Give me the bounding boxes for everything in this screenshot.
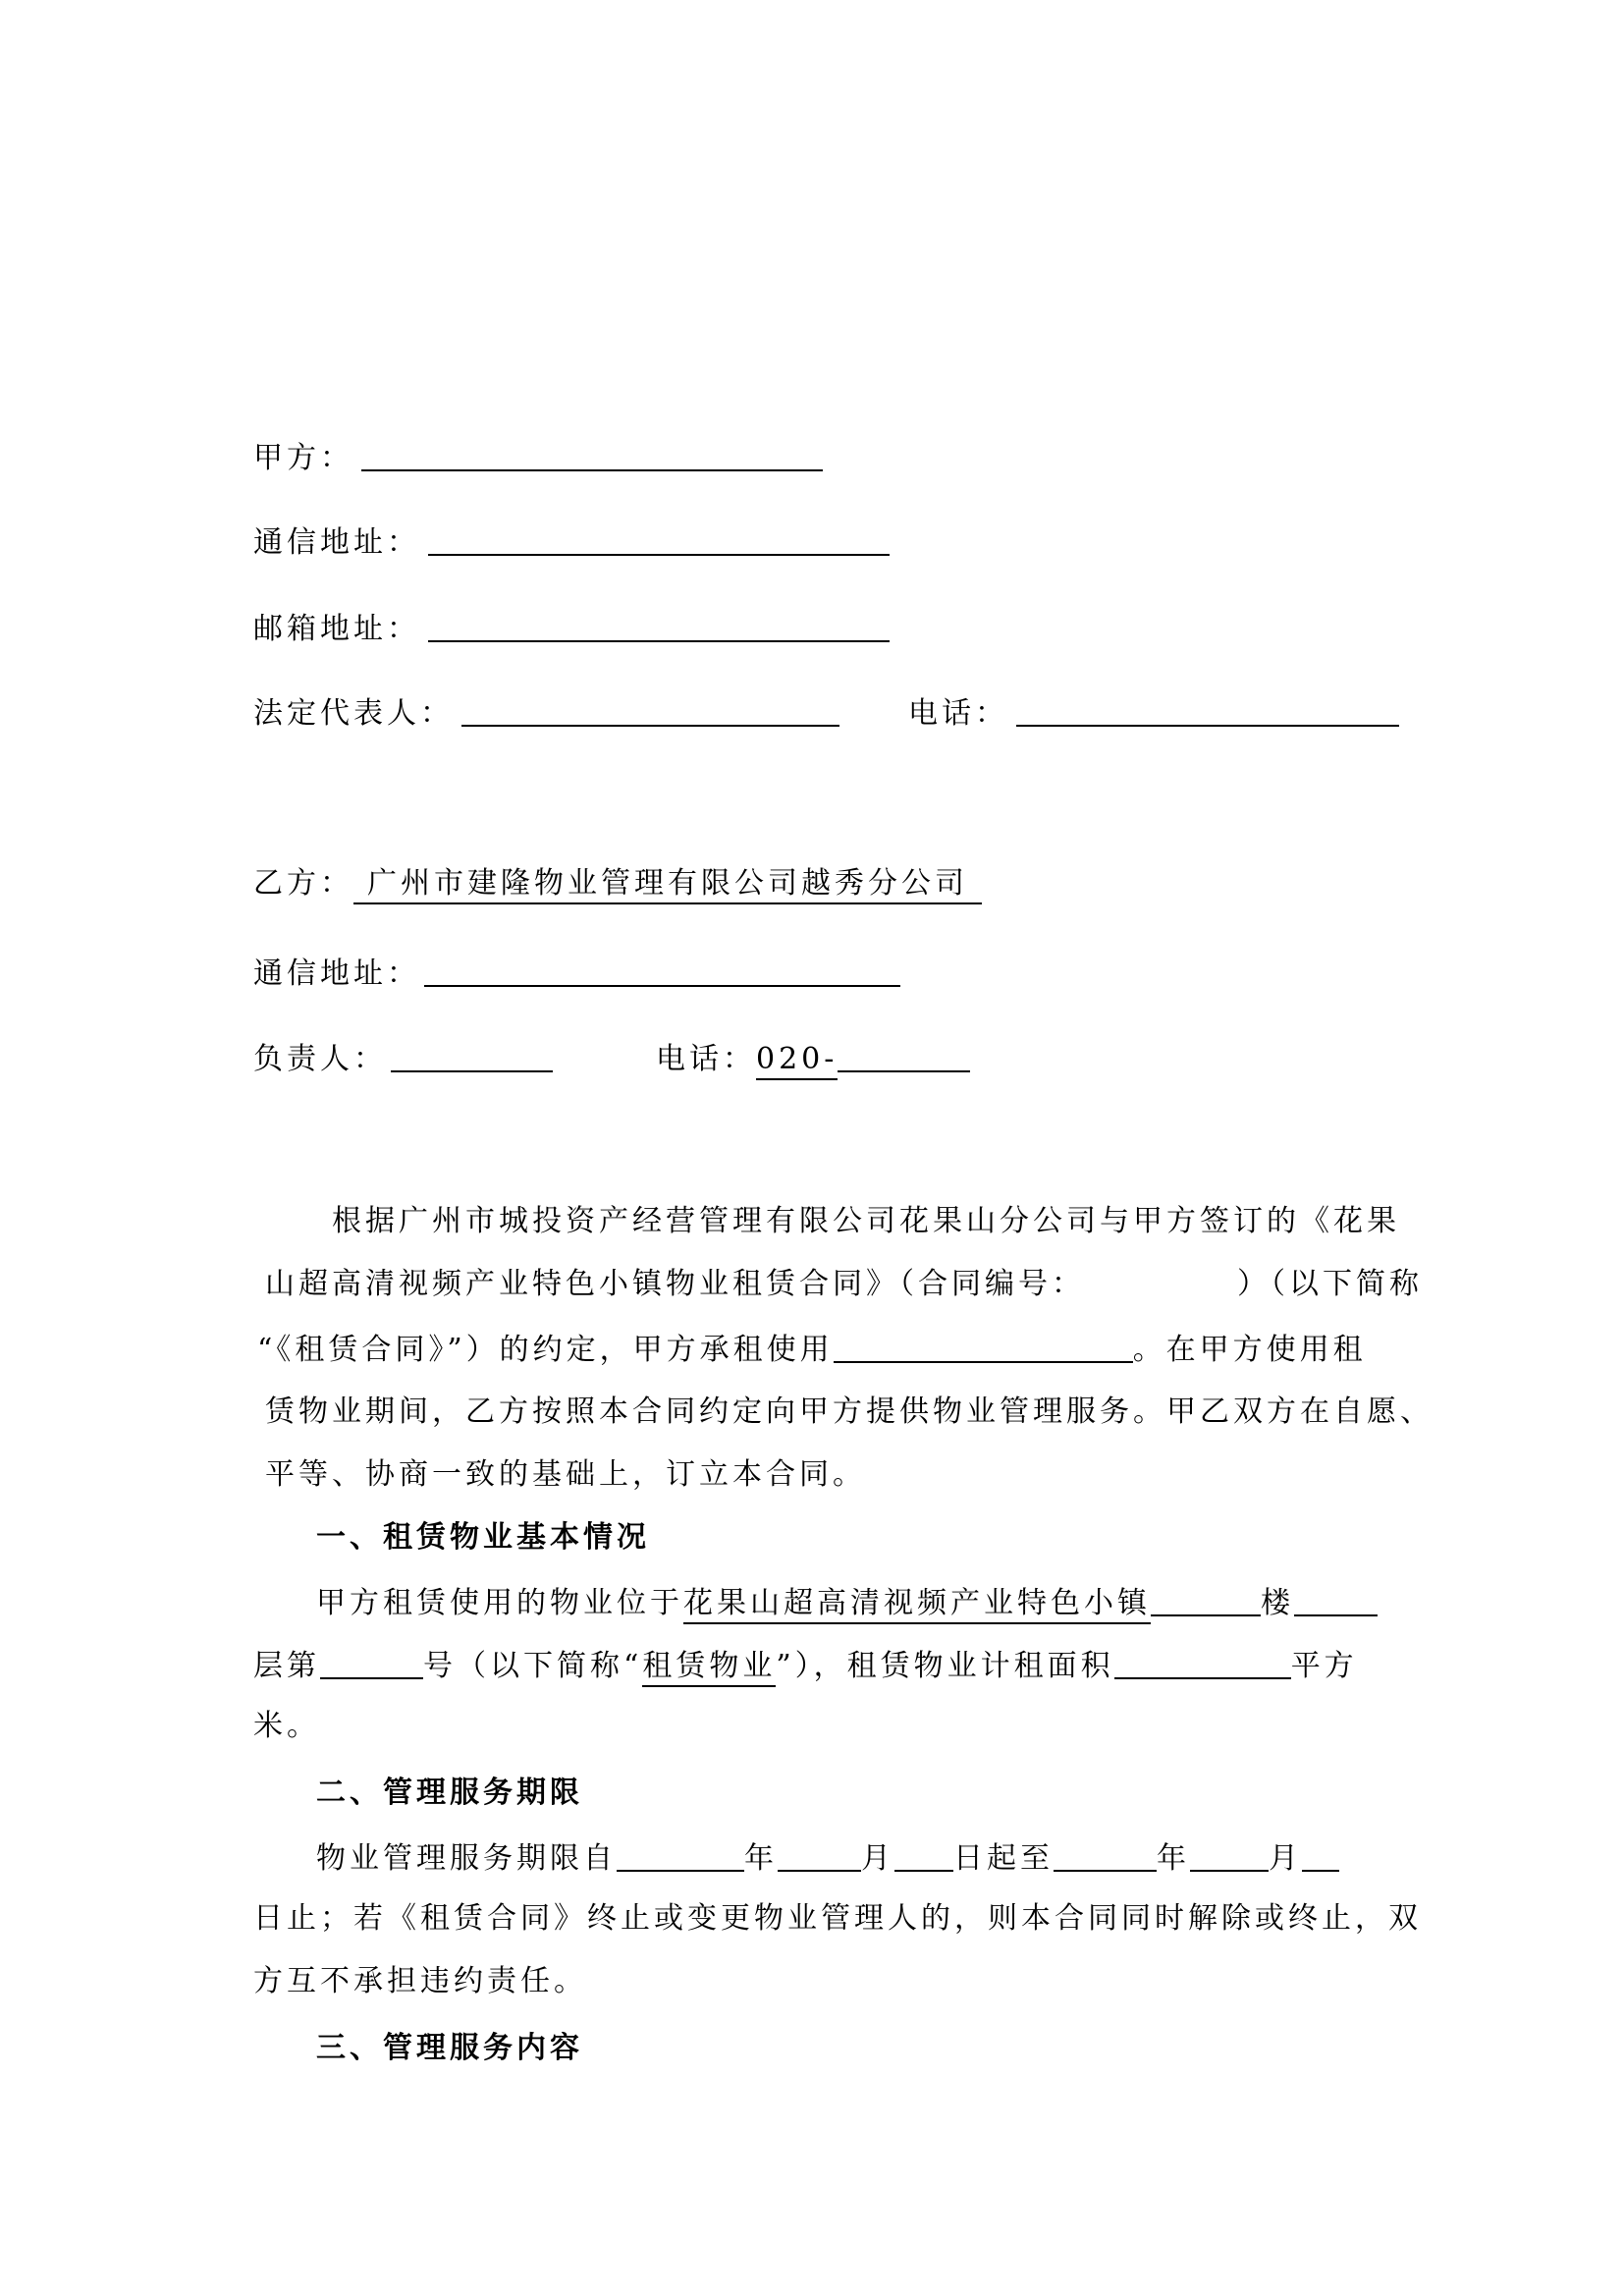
intro-line-2b: ）（以下简称 [1237, 1267, 1423, 1301]
building-blank[interactable] [1151, 1585, 1261, 1616]
start-month-blank[interactable] [778, 1840, 861, 1872]
party-a-phone-blank[interactable] [1016, 695, 1399, 727]
party-a-rep-blank[interactable] [461, 695, 839, 727]
start-year-blank[interactable] [617, 1840, 744, 1872]
party-b-name: 广州市建隆物业管理有限公司越秀分公司 [353, 866, 982, 904]
area-unit-a: 平方 [1290, 1649, 1358, 1683]
party-b-phone-prefix: 020- [756, 1042, 838, 1080]
party-a-email-label: 邮箱地址： [253, 612, 420, 646]
section-2-heading: 二、管理服务期限 [316, 1776, 583, 1810]
section-1-line-2b: 号（以下简称“ [423, 1649, 643, 1683]
party-b-phone-blank[interactable] [838, 1041, 970, 1072]
room-blank[interactable] [320, 1648, 423, 1679]
party-b-address-line [253, 952, 900, 994]
party-b-label: 乙方： [253, 866, 353, 901]
party-a-rep-line [253, 691, 1399, 734]
section-1-line-2 [253, 1644, 1358, 1686]
party-a-email-line [253, 607, 890, 649]
party-a-address-label: 通信地址： [253, 525, 420, 560]
end-month-label: 月 [1269, 1841, 1302, 1876]
party-a-blank[interactable] [361, 440, 823, 471]
section-1-line-1 [316, 1581, 1378, 1623]
party-b-phone-label: 电话： [656, 1042, 756, 1076]
section-1-line-3: 米。 [253, 1709, 320, 1743]
start-year-label: 年 [744, 1841, 778, 1876]
leased-property-term: 租赁物业 [642, 1649, 776, 1687]
intro-line-3 [257, 1328, 1367, 1370]
end-month-blank[interactable] [1190, 1840, 1269, 1872]
section-3-heading: 三、管理服务内容 [316, 2031, 583, 2065]
start-day-label: 日起至 [953, 1841, 1054, 1876]
intro-line-2a: 山超高清视频产业特色小镇物业租赁合同》（合同编号： [265, 1267, 1085, 1301]
section-2-line-1 [316, 1836, 1339, 1879]
party-b-address-blank[interactable] [424, 956, 900, 987]
start-day-blank[interactable] [894, 1840, 953, 1872]
party-a-phone-label: 电话： [908, 696, 1008, 731]
intro-line-3b: 。在甲方使用租 [1132, 1333, 1367, 1367]
end-day-blank[interactable] [1302, 1840, 1339, 1872]
floor-label: 层第 [253, 1649, 320, 1683]
party-a-line [253, 436, 823, 478]
floor-blank-1[interactable] [1294, 1585, 1378, 1616]
intro-line-3a: “《租赁合同》”）的约定，甲方承租使用 [257, 1333, 834, 1367]
end-year-label: 年 [1157, 1841, 1190, 1876]
party-a-email-blank[interactable] [428, 611, 890, 642]
section-1-line-2c: ”），租赁物业计租面积 [776, 1649, 1114, 1683]
section-1-location: 花果山超高清视频产业特色小镇 [683, 1586, 1151, 1624]
party-b-person-blank[interactable] [391, 1041, 553, 1072]
section-2-line-2: 日止；若《租赁合同》终止或变更物业管理人的，则本合同同时解除或终止，双 [253, 1901, 1422, 1936]
intro-use-blank[interactable] [834, 1332, 1133, 1363]
party-b-line [253, 864, 982, 903]
section-2-line-3: 方互不承担违约责任。 [253, 1964, 587, 1998]
party-a-rep-label: 法定代表人： [253, 696, 454, 731]
party-a-label: 甲方： [253, 441, 353, 475]
area-blank[interactable] [1114, 1648, 1291, 1679]
term-start-label: 物业管理服务期限自 [316, 1841, 617, 1876]
intro-line-4: 赁物业期间，乙方按照本合同约定向甲方提供物业管理服务。甲乙双方在自愿、 [265, 1394, 1434, 1429]
intro-line-1: 根据广州市城投资产经营管理有限公司花果山分公司与甲方签订的《花果 [332, 1204, 1400, 1238]
party-a-address-line [253, 520, 890, 563]
building-label: 楼 [1261, 1586, 1294, 1620]
party-a-address-blank[interactable] [428, 524, 890, 556]
party-b-person-label: 负责人： [253, 1042, 387, 1076]
party-b-person-line [253, 1037, 970, 1079]
party-b-address-label: 通信地址： [253, 957, 420, 991]
start-month-label: 月 [861, 1841, 894, 1876]
section-1-heading: 一、租赁物业基本情况 [316, 1520, 650, 1555]
intro-line-2 [265, 1265, 1423, 1304]
end-year-blank[interactable] [1054, 1840, 1157, 1872]
intro-line-5: 平等、协商一致的基础上，订立本合同。 [265, 1457, 866, 1492]
section-1-line-1a: 甲方租赁使用的物业位于 [316, 1586, 683, 1620]
